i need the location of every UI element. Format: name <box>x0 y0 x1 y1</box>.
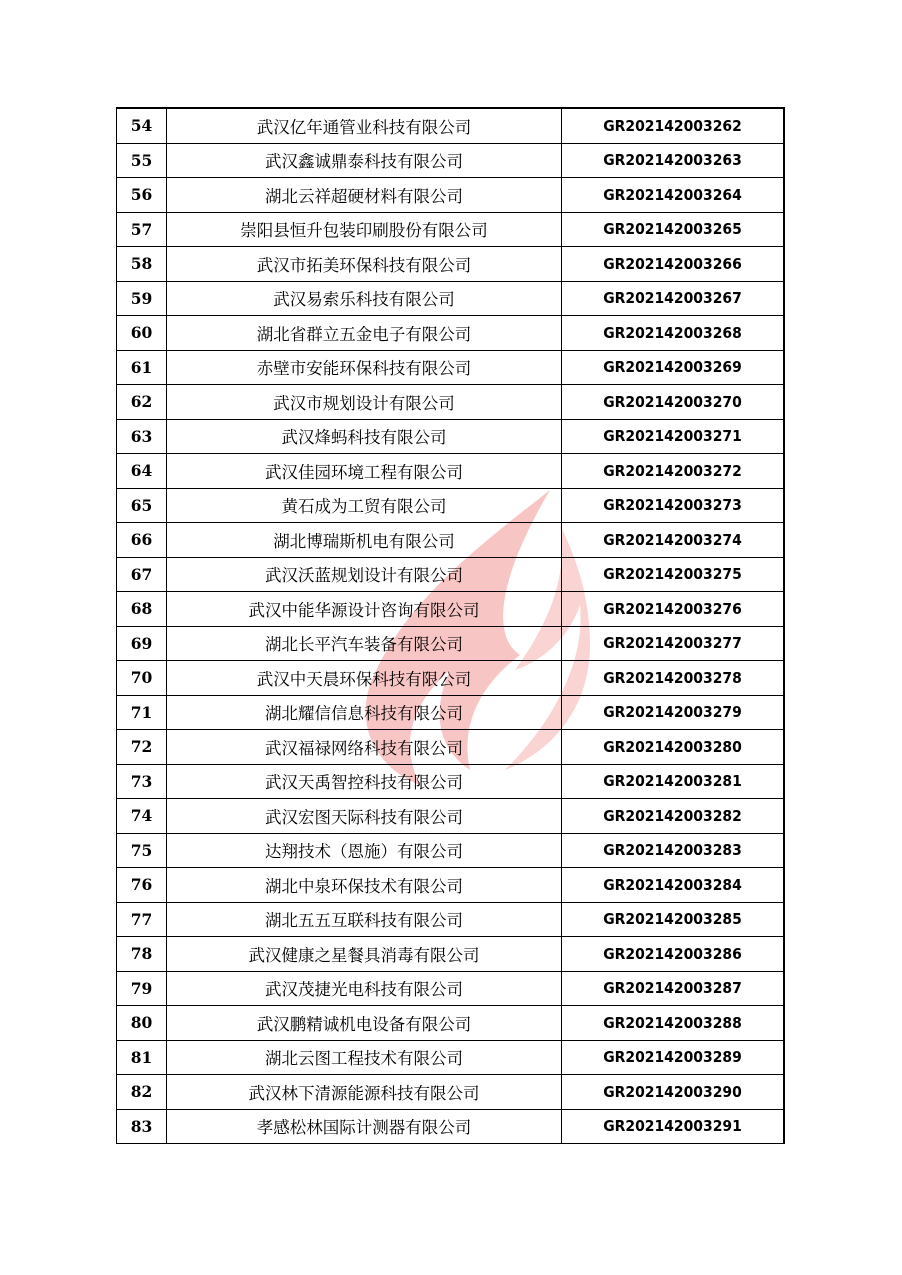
certificate-code-cell: GR202142003276 <box>562 592 785 627</box>
certificate-code-cell: GR202142003286 <box>562 937 785 972</box>
certificate-code-cell: GR202142003275 <box>562 557 785 592</box>
table-row <box>117 902 785 937</box>
row-number-cell: 69 <box>117 626 167 661</box>
table-row <box>117 178 785 213</box>
table-row <box>117 868 785 903</box>
company-name-cell: 武汉中天晨环保科技有限公司 <box>167 661 562 696</box>
table-row <box>117 661 785 696</box>
table-row <box>117 626 785 661</box>
row-number-cell: 64 <box>117 454 167 489</box>
row-number-cell: 78 <box>117 937 167 972</box>
row-number-cell: 55 <box>117 143 167 178</box>
certificate-code-cell: GR202142003266 <box>562 247 785 282</box>
row-number-cell: 83 <box>117 1109 167 1144</box>
row-number-cell: 77 <box>117 902 167 937</box>
row-number-cell: 75 <box>117 833 167 868</box>
table-row <box>117 730 785 765</box>
row-number-cell: 82 <box>117 1075 167 1110</box>
certificate-code-cell: GR202142003271 <box>562 419 785 454</box>
company-name-cell: 武汉健康之星餐具消毒有限公司 <box>167 937 562 972</box>
row-number-cell: 63 <box>117 419 167 454</box>
certificate-code-cell: GR202142003277 <box>562 626 785 661</box>
company-name-cell: 湖北云图工程技术有限公司 <box>167 1040 562 1075</box>
company-name-cell: 湖北五五互联科技有限公司 <box>167 902 562 937</box>
row-number-cell: 61 <box>117 350 167 385</box>
row-number-cell: 80 <box>117 1006 167 1041</box>
certificate-code-cell: GR202142003285 <box>562 902 785 937</box>
table-row <box>117 419 785 454</box>
row-number-cell: 81 <box>117 1040 167 1075</box>
row-number-cell: 54 <box>117 108 167 143</box>
table-row <box>117 971 785 1006</box>
row-number-cell: 72 <box>117 730 167 765</box>
certificate-code-cell: GR202142003290 <box>562 1075 785 1110</box>
table-row <box>117 385 785 420</box>
table-row <box>117 454 785 489</box>
table-row <box>117 350 785 385</box>
company-name-cell: 武汉林下清源能源科技有限公司 <box>167 1075 562 1110</box>
row-number-cell: 60 <box>117 316 167 351</box>
certificate-code-cell: GR202142003291 <box>562 1109 785 1144</box>
table-row <box>117 523 785 558</box>
company-name-cell: 赤壁市安能环保科技有限公司 <box>167 350 562 385</box>
certificate-code-cell: GR202142003278 <box>562 661 785 696</box>
table-row <box>117 592 785 627</box>
company-name-cell: 湖北省群立五金电子有限公司 <box>167 316 562 351</box>
certificate-code-cell: GR202142003263 <box>562 143 785 178</box>
certificate-code-cell: GR202142003270 <box>562 385 785 420</box>
certificate-code-cell: GR202142003265 <box>562 212 785 247</box>
row-number-cell: 71 <box>117 695 167 730</box>
table-row <box>117 833 785 868</box>
certificate-code-cell: GR202142003287 <box>562 971 785 1006</box>
row-number-cell: 68 <box>117 592 167 627</box>
company-name-cell: 湖北长平汽车装备有限公司 <box>167 626 562 661</box>
certificate-code-cell: GR202142003273 <box>562 488 785 523</box>
certificate-code-cell: GR202142003267 <box>562 281 785 316</box>
company-name-cell: 湖北云祥超硬材料有限公司 <box>167 178 562 213</box>
table-row <box>117 695 785 730</box>
table-row <box>117 143 785 178</box>
certificate-code-cell: GR202142003279 <box>562 695 785 730</box>
certificate-code-cell: GR202142003264 <box>562 178 785 213</box>
company-name-cell: 武汉鑫诚鼎泰科技有限公司 <box>167 143 562 178</box>
table-row <box>117 557 785 592</box>
row-number-cell: 74 <box>117 799 167 834</box>
company-name-cell: 武汉亿年通管业科技有限公司 <box>167 108 562 143</box>
certificate-code-cell: GR202142003284 <box>562 868 785 903</box>
company-name-cell: 武汉宏图天际科技有限公司 <box>167 799 562 834</box>
table-row <box>117 799 785 834</box>
company-name-cell: 武汉福禄网络科技有限公司 <box>167 730 562 765</box>
certificate-code-cell: GR202142003272 <box>562 454 785 489</box>
table-row <box>117 108 785 143</box>
row-number-cell: 57 <box>117 212 167 247</box>
certificate-code-cell: GR202142003269 <box>562 350 785 385</box>
certificate-code-cell: GR202142003268 <box>562 316 785 351</box>
row-number-cell: 58 <box>117 247 167 282</box>
company-name-cell: 达翔技术（恩施）有限公司 <box>167 833 562 868</box>
company-name-cell: 武汉天禹智控科技有限公司 <box>167 764 562 799</box>
table-row <box>117 764 785 799</box>
table-row <box>117 1109 785 1144</box>
company-name-cell: 武汉鹏精诚机电设备有限公司 <box>167 1006 562 1041</box>
row-number-cell: 59 <box>117 281 167 316</box>
certificate-code-cell: GR202142003289 <box>562 1040 785 1075</box>
table-row <box>117 1006 785 1041</box>
table-row <box>117 212 785 247</box>
table-row <box>117 488 785 523</box>
table-row <box>117 937 785 972</box>
table-row <box>117 247 785 282</box>
row-number-cell: 70 <box>117 661 167 696</box>
table-row <box>117 281 785 316</box>
company-name-cell: 武汉沃蓝规划设计有限公司 <box>167 557 562 592</box>
certificate-code-cell: GR202142003281 <box>562 764 785 799</box>
row-number-cell: 62 <box>117 385 167 420</box>
certificate-table <box>116 107 785 1144</box>
row-number-cell: 67 <box>117 557 167 592</box>
table-row <box>117 316 785 351</box>
company-name-cell: 湖北博瑞斯机电有限公司 <box>167 523 562 558</box>
certificate-code-cell: GR202142003262 <box>562 108 785 143</box>
company-name-cell: 崇阳县恒升包装印刷股份有限公司 <box>167 212 562 247</box>
row-number-cell: 65 <box>117 488 167 523</box>
company-name-cell: 武汉中能华源设计咨询有限公司 <box>167 592 562 627</box>
company-name-cell: 孝感松林国际计测器有限公司 <box>167 1109 562 1144</box>
certificate-code-cell: GR202142003283 <box>562 833 785 868</box>
certificate-code-cell: GR202142003280 <box>562 730 785 765</box>
row-number-cell: 73 <box>117 764 167 799</box>
table-row <box>117 1075 785 1110</box>
company-name-cell: 黄石成为工贸有限公司 <box>167 488 562 523</box>
company-name-cell: 湖北中泉环保技术有限公司 <box>167 868 562 903</box>
row-number-cell: 56 <box>117 178 167 213</box>
company-name-cell: 武汉易索乐科技有限公司 <box>167 281 562 316</box>
company-name-cell: 武汉市拓美环保科技有限公司 <box>167 247 562 282</box>
row-number-cell: 66 <box>117 523 167 558</box>
company-name-cell: 湖北耀信信息科技有限公司 <box>167 695 562 730</box>
table-row <box>117 1040 785 1075</box>
company-name-cell: 武汉佳园环境工程有限公司 <box>167 454 562 489</box>
company-name-cell: 武汉市规划设计有限公司 <box>167 385 562 420</box>
certificate-code-cell: GR202142003282 <box>562 799 785 834</box>
certificate-code-cell: GR202142003288 <box>562 1006 785 1041</box>
row-number-cell: 79 <box>117 971 167 1006</box>
row-number-cell: 76 <box>117 868 167 903</box>
company-name-cell: 武汉茂捷光电科技有限公司 <box>167 971 562 1006</box>
certificate-code-cell: GR202142003274 <box>562 523 785 558</box>
company-name-cell: 武汉烽蚂科技有限公司 <box>167 419 562 454</box>
